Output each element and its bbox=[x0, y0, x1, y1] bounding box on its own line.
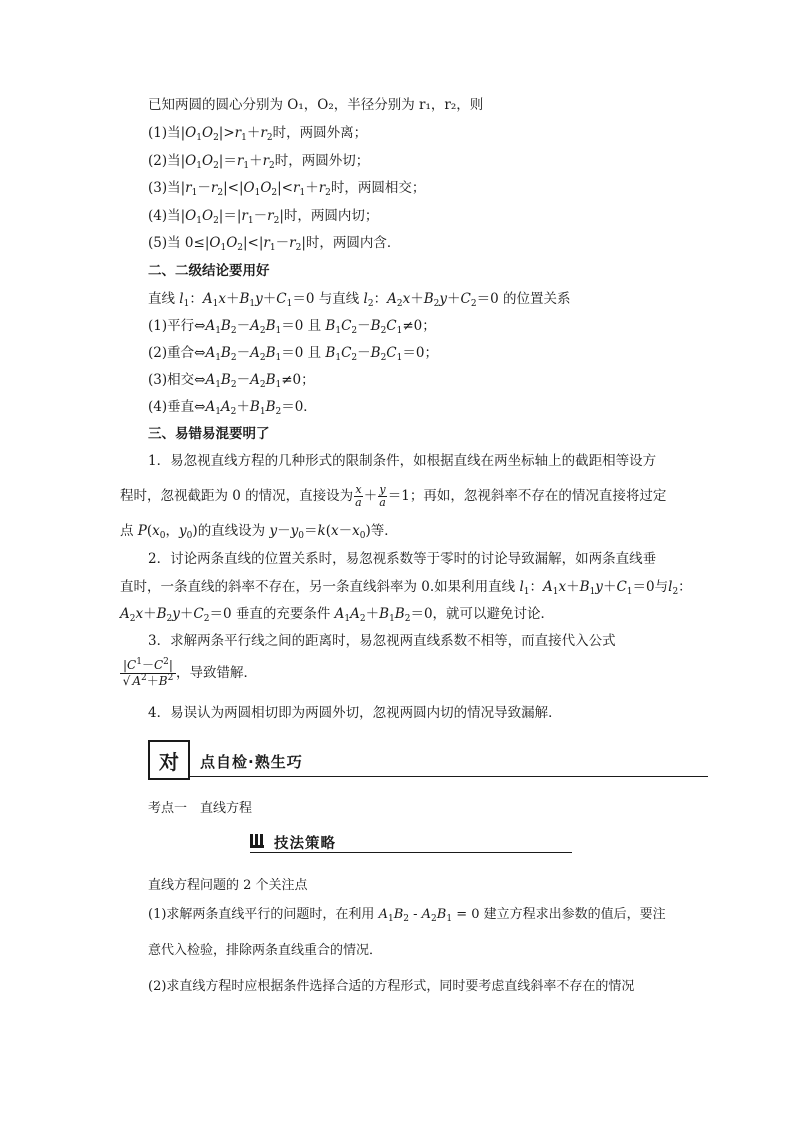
section-heading-2: 二、二级结论要用好 bbox=[148, 263, 270, 279]
paragraph-1-line-2: 程时，忽视截距为 0 的情况，直接设为 $\frac{x}{a}$ ＋ $\frac{y}{a}$ ＝1；再如，忽视斜率不存在的情况直接将过定 bbox=[120, 483, 667, 509]
kaodian-heading: 考点一 直线方程 bbox=[148, 801, 253, 816]
focus-item-1-line-1: (1)求解两条直线平行的问题时，在利用 $A_1B_2 - A_2B_1 = 0$ 建立方程求出参数的值后，要注 bbox=[148, 907, 666, 924]
paragraph-2-line-2: 直时，一条直线的斜率不存在，另一条直线斜率为 0.如果利用直线 $l_1$：$A_1x+B_1y+C_1=0$与$l_2$： bbox=[120, 579, 692, 597]
focus-item-2: (2)求直线方程时应根据条件选择合适的方程形式，同时要考虑直线斜率不存在的情况 bbox=[148, 979, 635, 994]
relation-intersect: (3)相交$\Leftrightarrow A_1B_2-A_2B_1\ne 0$； bbox=[148, 372, 315, 390]
circle-item-3: (3)当$|r_1-r_2|<|O_1O_2|<r_1+r_2$时，两圆相交； bbox=[148, 180, 426, 198]
circle-item-2: (2)当$|O_1O_2|=r_1+r_2$时，两圆外切； bbox=[148, 153, 370, 171]
relation-perpendicular: (4)垂直$\Leftrightarrow A_1A_2+B_1B_2=0$． bbox=[148, 399, 317, 417]
lines-intro: 直线 $l_1$：$A_1x+B_1y+C_1=0$ 与直线 $l_2$：$A_2x+B_2y+C_2=0$ 的位置关系 bbox=[148, 291, 571, 309]
circle-item-4: (4)当$|O_1O_2|=|r_1-r_2|$时，两圆内切； bbox=[148, 208, 379, 226]
relation-parallel: (1)平行$\Leftrightarrow A_1B_2-A_2B_1=0$ 且 $B_1C_2-B_2C_1\ne 0$； bbox=[148, 318, 436, 336]
paragraph-1-line-1: 1．易忽视直线方程的几种形式的限制条件，如根据直线在两坐标轴上的截距相等设方 bbox=[148, 453, 657, 469]
paragraph-4: 4．易误认为两圆相切即为两圆外切，忽视两圆内切的情况导致漏解． bbox=[148, 705, 562, 721]
focus-title: 直线方程问题的 2 个关注点 bbox=[148, 878, 308, 893]
banner-title: 点自检·熟生巧 bbox=[200, 753, 303, 771]
banner-char-box: 对 bbox=[148, 740, 190, 780]
strategy-label: 技法策略 bbox=[274, 836, 336, 852]
paragraph-2-line-1: 2．讨论两条直线的位置关系时，易忽视系数等于零时的讨论导致漏解，如两条直线垂 bbox=[148, 551, 657, 567]
bars-exclaim-icon bbox=[250, 834, 264, 848]
section-banner bbox=[148, 740, 708, 778]
circle-item-5: (5)当 $0\le|O_1O_2|<|r_1-r_2|$时，两圆内含． bbox=[148, 235, 401, 253]
strategy-banner bbox=[250, 830, 572, 854]
intro-line: 已知两圆的圆心分别为 O₁，O₂，半径分别为 r₁，r₂，则 bbox=[148, 97, 484, 113]
banner-rule bbox=[188, 776, 708, 777]
section-heading-3: 三、易错易混要明了 bbox=[148, 426, 270, 442]
paragraph-3-line-2: $\frac{|C^1-C^2|}{√ A^2+B^2}$ ，导致错解． bbox=[120, 656, 257, 690]
paragraph-3-line-1: 3．求解两条平行线之间的距离时，易忽视两直线系数不相等，而直接代入公式 bbox=[148, 633, 616, 649]
paragraph-1-line-3: 点 $P(x_0$，$y_0$)的直线设为 $y-y_0=k(x-x_0)$等． bbox=[120, 523, 398, 541]
relation-coincide: (2)重合$\Leftrightarrow A_1B_2-A_2B_1=0$ 且 $B_1C_2-B_2C_1=0$； bbox=[148, 345, 438, 363]
paragraph-2-line-3: $A_2x+B_2y+C_2=0$ 垂直的充要条件 $A_1A_2+B_1B_2=0$，就可以避免讨论． bbox=[120, 606, 555, 624]
focus-item-1-line-2: 意代入检验，排除两条直线重合的情况． bbox=[148, 943, 383, 958]
strategy-rule bbox=[250, 852, 572, 853]
circle-item-1: (1)当$|O_1O_2|>r_1+r_2$时，两圆外离； bbox=[148, 125, 368, 143]
